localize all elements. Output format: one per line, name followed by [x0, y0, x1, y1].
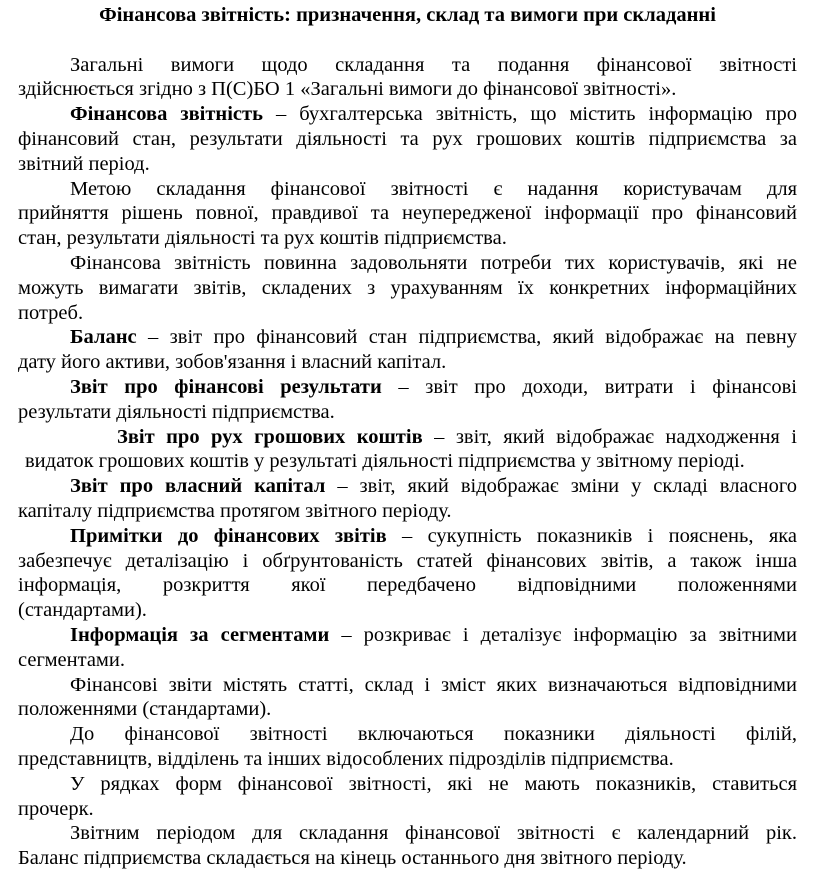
line-text: видаток грошових коштів у результаті діяльності підприємства у звітному періоді. — [25, 450, 745, 473]
bold-term: Примітки до фінансових звітів — [70, 524, 387, 547]
text-line — [18, 226, 797, 251]
text-line — [18, 846, 797, 871]
document-body — [18, 53, 797, 871]
paragraph-income-statement-definition — [18, 375, 797, 425]
text-line — [18, 524, 797, 549]
paragraph-financial-reporting-definition — [18, 102, 797, 176]
text-line — [18, 697, 797, 722]
text-line — [25, 449, 797, 474]
text-line — [18, 201, 797, 226]
line-text: Звітним періодом для складання фінансової звітності є календарний рік. — [70, 822, 797, 845]
text-line — [18, 474, 797, 499]
text-line — [18, 821, 797, 846]
text-line — [18, 648, 797, 673]
bold-term: Фінансова звітність — [70, 103, 263, 126]
text-line — [18, 53, 797, 78]
paragraph-balance-definition — [18, 325, 797, 375]
paragraph-empty-rows-dash — [18, 772, 797, 822]
text-line — [25, 425, 797, 450]
text-line — [18, 276, 797, 301]
line-text: – бухгалтерська звітність, що містить інформацію про — [262, 103, 797, 126]
paragraph-reporting-period — [18, 821, 797, 871]
bold-term: Звіт про рух грошових коштів — [117, 425, 423, 448]
paragraph-reporting-purpose — [18, 177, 797, 251]
text-line — [18, 251, 797, 276]
line-text: інформація, розкриття якої передбачено відповідними положеннями — [18, 574, 797, 597]
text-line — [18, 797, 797, 822]
text-line — [18, 375, 797, 400]
text-line — [18, 573, 797, 598]
bold-term: Баланс — [70, 326, 137, 349]
line-text: – розкриває і деталізує інформацію за звітними — [329, 623, 797, 646]
line-text: результати діяльності підприємства. — [18, 400, 335, 423]
text-line — [18, 77, 797, 102]
text-line — [18, 127, 797, 152]
line-text: представництв, відділень та інших відособлених підрозділів підприємства. — [18, 747, 674, 770]
line-text: Метою складання фінансової звітності є надання користувачам для — [70, 177, 797, 200]
line-text: прочерк. — [18, 797, 94, 820]
line-text: Баланс підприємства складається на кінець останнього дня звітного періоду. — [18, 847, 687, 870]
line-text: (стандартами). — [18, 599, 147, 622]
text-line — [18, 623, 797, 648]
text-line — [18, 177, 797, 202]
text-line — [18, 301, 797, 326]
text-line — [18, 673, 797, 698]
paragraph-report-articles — [18, 673, 797, 723]
text-line — [18, 102, 797, 127]
line-text: У рядках форм фінансової звітності, які не мають показників, ставиться — [70, 772, 797, 795]
line-text: можуть вимагати звітів, складених з урахуванням їх конкретних інформаційних — [18, 276, 797, 299]
line-text: прийняття рішень повної, правдивої та неупередженої інформації про фінансовий — [18, 202, 797, 225]
text-line — [18, 747, 797, 772]
text-line — [18, 400, 797, 425]
line-text: потреб. — [18, 301, 84, 324]
bold-term: Інформація за сегментами — [70, 623, 330, 646]
text-line — [18, 325, 797, 350]
line-text: – звіт про доходи, витрати і фінансові — [381, 375, 797, 398]
text-line — [18, 499, 797, 524]
text-line — [18, 549, 797, 574]
line-text: забезпечує деталізацію і обґрунтованість статей фінансових звітів, а також інша — [18, 549, 797, 572]
text-line — [18, 350, 797, 375]
line-text: звітний період. — [18, 152, 150, 175]
line-text: Фінансові звіти містять статті, склад і зміст яких визначаються відповідними — [70, 673, 797, 696]
text-line — [18, 722, 797, 747]
line-text: – звіт, який відображає зміни у складі власного — [325, 475, 797, 498]
paragraph-user-needs — [18, 251, 797, 325]
text-line — [18, 772, 797, 797]
document-title: Фінансова звітність: призначення, склад та вимоги при складанні — [99, 4, 716, 26]
line-text: фінансовий стан, результати діяльності та рух грошових коштів підприємства за — [18, 127, 797, 150]
paragraph-general-requirements — [18, 53, 797, 103]
bold-term: Звіт про фінансові результати — [70, 375, 382, 398]
line-text: сегментами. — [18, 648, 126, 671]
line-text: Фінансова звітність повинна задовольняти потреби тих користувачів, які не — [70, 251, 797, 274]
line-text: дату його активи, зобов'язання і власний капітал. — [18, 351, 447, 374]
line-text: Загальні вимоги щодо складання та подання фінансової звітності — [70, 53, 797, 76]
paragraph-equity-statement-definition — [18, 474, 797, 524]
paragraph-included-indicators — [18, 722, 797, 772]
bold-term: Звіт про власний капітал — [70, 475, 326, 498]
line-text: – звіт про фінансовий стан підприємства, який відображає на певну — [136, 326, 797, 349]
line-text: положеннями (стандартами). — [18, 698, 272, 721]
paragraph-notes-definition — [18, 524, 797, 623]
text-line — [18, 152, 797, 177]
line-text: капіталу підприємства протягом звітного періоду. — [18, 499, 452, 522]
paragraph-cash-flow-statement-definition — [18, 425, 797, 475]
line-text: – звіт, який відображає надходження і — [422, 425, 798, 448]
line-text: – сукупність показників і пояснень, яка — [386, 524, 797, 547]
line-text: До фінансової звітності включаються показники діяльності філій, — [70, 723, 797, 746]
paragraph-segment-information-definition — [18, 623, 797, 673]
text-line — [18, 598, 797, 623]
line-text: здійснюється згідно з П(С)БО 1 «Загальні вимоги до фінансової звітності». — [18, 78, 677, 101]
line-text: стан, результати діяльності та рух коштів підприємства. — [18, 227, 507, 250]
